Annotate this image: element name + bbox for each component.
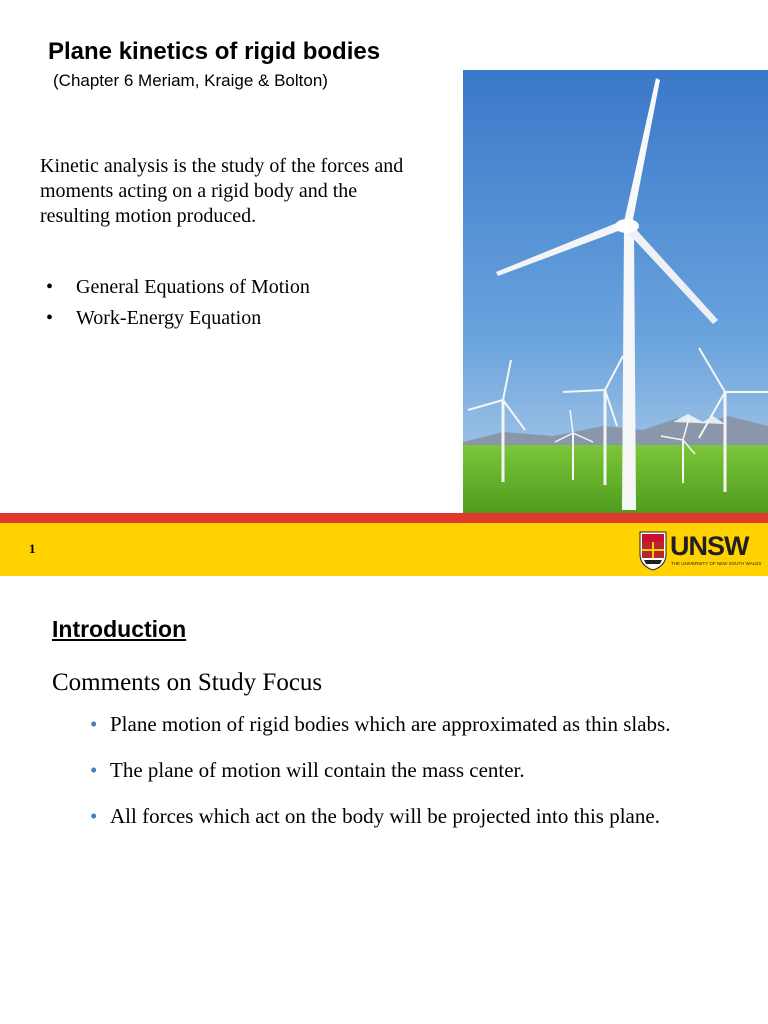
logo-text: UNSW	[670, 531, 749, 561]
list-item	[90, 804, 670, 850]
list-item-text: All forces which act on the body will be projected into this plane.	[110, 804, 660, 828]
slide-subheading: Comments on Study Focus	[52, 669, 323, 696]
list-item	[46, 306, 310, 337]
bullet-icon: •	[90, 758, 98, 782]
list-item-text: The plane of motion will contain the mass center.	[110, 758, 525, 782]
bullet-icon: •	[46, 307, 54, 329]
intro-line: resulting motion produced.	[40, 205, 257, 227]
list-item-text: General Equations of Motion	[76, 276, 310, 298]
intro-line: Kinetic analysis is the study of the forces and	[40, 155, 404, 177]
intro-paragraph	[40, 154, 440, 229]
wind-turbine-photo	[463, 70, 768, 515]
bullet-icon: •	[90, 804, 98, 828]
slide-2	[0, 576, 768, 1024]
slide-subtitle: (Chapter 6 Meriam, Kraige & Bolton)	[53, 71, 328, 90]
bullet-icon: •	[46, 276, 54, 298]
slide-title: Plane kinetics of rigid bodies	[48, 38, 381, 65]
bullet-icon: •	[90, 712, 98, 736]
topic-list	[46, 275, 310, 337]
footer-red-stripe	[0, 513, 768, 523]
slide-title: Introduction	[52, 616, 187, 642]
list-item	[90, 758, 670, 804]
list-item	[90, 712, 670, 758]
list-item	[46, 275, 310, 306]
list-item-text: Plane motion of rigid bodies which are approximated as thin slabs.	[110, 712, 671, 736]
slide-number: 1	[29, 541, 36, 556]
logo-subtext: THE UNIVERSITY OF NEW SOUTH WALES	[671, 561, 762, 566]
list-item-text: Work-Energy Equation	[76, 307, 262, 329]
focus-list	[90, 712, 670, 850]
intro-line: moments acting on a rigid body and the	[40, 180, 358, 202]
